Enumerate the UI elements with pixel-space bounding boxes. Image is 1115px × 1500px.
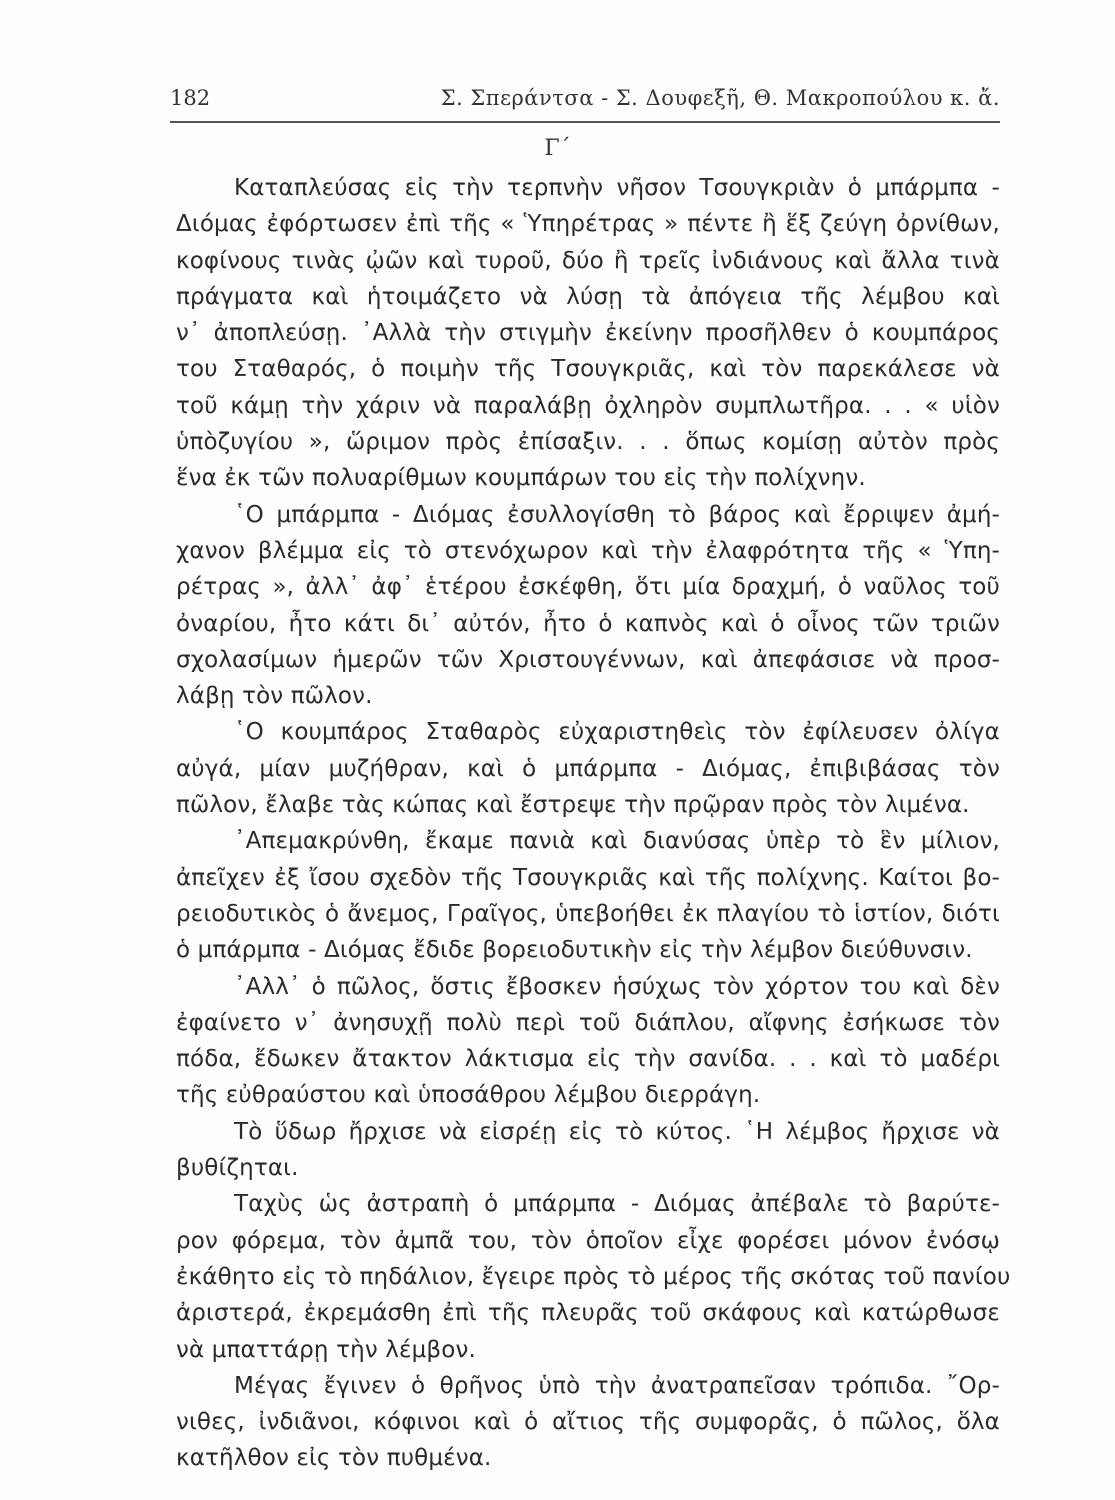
text-line: ρον φόρεμα, τὸν ἀμπᾶ του, τὸν ὁποῖον εἶχε φορέσει μόνον ἐνόσῳ	[176, 1227, 1000, 1254]
text-line: ρέτρας », ἀλλ᾽ ἀφ᾽ ἑτέρου ἐσκέφθη, ὅτι μία δραχμή, ὁ ναῦλος τοῦ	[176, 574, 1000, 601]
text-line: χανον βλέμμα εἰς τὸ στενόχωρον καὶ τὴν ἐλαφρότητα τῆς « Ὑπη-	[176, 537, 1000, 564]
text-line: τοῦ κάμῃ τὴν χάριν νὰ παραλάβῃ ὀχληρὸν συμπλωτῆρα. . . « υἱὸν	[176, 392, 1000, 419]
text-line: πῶλον, ἔλαβε τὰς κώπας καὶ ἔστρεψε τὴν πρῷραν πρὸς τὸν λιμένα.	[176, 792, 970, 819]
text-line: ἕνα ἐκ τῶν πολυαρίθμων κουμπάρων του εἰς τὴν πολίχνην.	[176, 465, 866, 492]
body-text	[176, 170, 1011, 1477]
text-line: ν᾽ ἀποπλεύσῃ. ᾽Αλλὰ τὴν στιγμὴν ἐκείνην προσῆλθεν ὁ κουμπάρος	[176, 320, 1000, 347]
text-line: ὑπὸζυγίου », ὥριμον πρὸς ἐπίσαξιν. . . ὅπως κομίσῃ αὐτὸν πρὸς	[176, 429, 1000, 456]
text-line: Διόμας ἐφόρτωσεν ἐπὶ τῆς « Ὑπηρέτρας » πέντε ἢ ἕξ ζεύγη ὀρνίθων,	[176, 211, 1000, 238]
text-line: πόδα, ἔδωκεν ἄτακτον λάκτισμα εἰς τὴν σανίδα. . . καὶ τὸ μαδέρι	[176, 1046, 1000, 1073]
running-head-title: Σ. Σπεράντσα - Σ. Δουφεξῆ, Θ. Μακροπούλου κ. ἄ.	[440, 86, 1000, 110]
text-line: του Σταθαρός, ὁ ποιμὴν τῆς Τσουγκριᾶς, καὶ τὸν παρεκάλεσε νὰ	[176, 356, 1000, 383]
text-line: λάβῃ τὸν πῶλον.	[176, 683, 373, 710]
text-line: ὀναρίου, ἦτο κάτι δι᾽ αὐτόν, ἦτο ὁ καπνὸς καὶ ὁ οἶνος τῶν τριῶν	[176, 610, 1000, 637]
text-line: ἀριστερά, ἐκρεμάσθη ἐπὶ τῆς πλευρᾶς τοῦ σκάφους καὶ κατώρθωσε	[176, 1300, 1000, 1327]
text-line: ἀπεῖχεν ἐξ ἴσου σχεδὸν τῆς Τσουγκριᾶς καὶ τῆς πολίχνης. Καίτοι βο-	[176, 864, 1000, 891]
running-head	[170, 82, 1000, 116]
text-line: αὐγά, μίαν μυζήθραν, καὶ ὁ μπάρμπα - Διόμας, ἐπιβιβάσας τὸν	[176, 755, 1000, 782]
section-heading: Γ΄	[544, 136, 571, 161]
header-rule	[170, 121, 1000, 123]
page-number: 182	[170, 86, 211, 110]
text-line: κατῆλθον εἰς τὸν πυθμένα.	[176, 1445, 492, 1472]
text-line: νὰ μπαττάρῃ τὴν λέμβον.	[176, 1336, 476, 1363]
text-line: πράγματα καὶ ἡτοιμάζετο νὰ λύσῃ τὰ ἀπόγεια τῆς λέμβου καὶ	[176, 283, 1000, 310]
text-line: ρειοδυτικὸς ὁ ἄνεμος, Γραῖγος, ὑπεβοήθει ἐκ πλαγίου τὸ ἱστίον, διότι	[176, 900, 1000, 927]
text-line: βυθίζηται.	[176, 1155, 299, 1182]
text-line: τῆς εὐθραύστου καὶ ὑποσάθρου λέμβου διερράγη.	[176, 1082, 761, 1109]
text-line: ὁ μπάρμπα - Διόμας ἔδιδε βορειοδυτικὴν εἰς τὴν λέμβον διεύθυνσιν.	[176, 937, 973, 964]
text-line: κοφίνους τινὰς ᾠῶν καὶ τυροῦ, δύο ἢ τρεῖς ἰνδιάνους καὶ ἄλλα τινὰ	[176, 247, 1000, 274]
text-line: Τὸ ὕδωρ ἤρχισε νὰ εἰσρέῃ εἰς τὸ κύτος. ῾Η λέμβος ἤρχισε νὰ	[234, 1118, 1000, 1145]
text-line: ἐκάθητο εἰς τὸ πηδάλιον, ἔγειρε πρὸς τὸ μέρος τῆς σκότας τοῦ πανίου	[176, 1263, 1011, 1290]
text-line: ῾Ο κουμπάρος Σταθαρὸς εὐχαριστηθεὶς τὸν ἐφίλευσεν ὀλίγα	[234, 719, 1000, 746]
text-line: σχολασίμων ἡμερῶν τῶν Χριστουγέννων, καὶ ἀπεφάσισε νὰ προσ-	[176, 646, 1000, 673]
text-line: Ταχὺς ὡς ἀστραπὴ ὁ μπάρμπα - Διόμας ἀπέβαλε τὸ βαρύτε-	[234, 1191, 1000, 1218]
text-line: ῾Ο μπάρμπα - Διόμας ἐσυλλογίσθη τὸ βάρος καὶ ἔρριψεν ἀμή-	[234, 501, 1000, 528]
text-line: ἐφαίνετο ν᾽ ἀνησυχῇ πολὺ περὶ τοῦ διάπλου, αἴφνης ἐσήκωσε τὸν	[176, 1009, 1000, 1036]
text-line: νιθες, ἰνδιᾶνοι, κόφινοι καὶ ὁ αἴτιος τῆς συμφορᾶς, ὁ πῶλος, ὅλα	[176, 1409, 1000, 1436]
text-line: ᾽Αλλ᾽ ὁ πῶλος, ὅστις ἔβοσκεν ἡσύχως τὸν χόρτον του καὶ δὲν	[234, 973, 1000, 1000]
text-line: ᾽Απεμακρύνθη, ἔκαμε πανιὰ καὶ διανύσας ὑπὲρ τὸ ἓν μίλιον,	[234, 828, 1000, 855]
text-line: Μέγας ἔγινεν ὁ θρῆνος ὑπὸ τὴν ἀνατραπεῖσαν τρόπιδα. ῎Ορ-	[234, 1372, 1000, 1399]
text-line: Καταπλεύσας εἰς τὴν τερπνὴν νῆσον Τσουγκριὰν ὁ μπάρμπα -	[234, 175, 1000, 201]
